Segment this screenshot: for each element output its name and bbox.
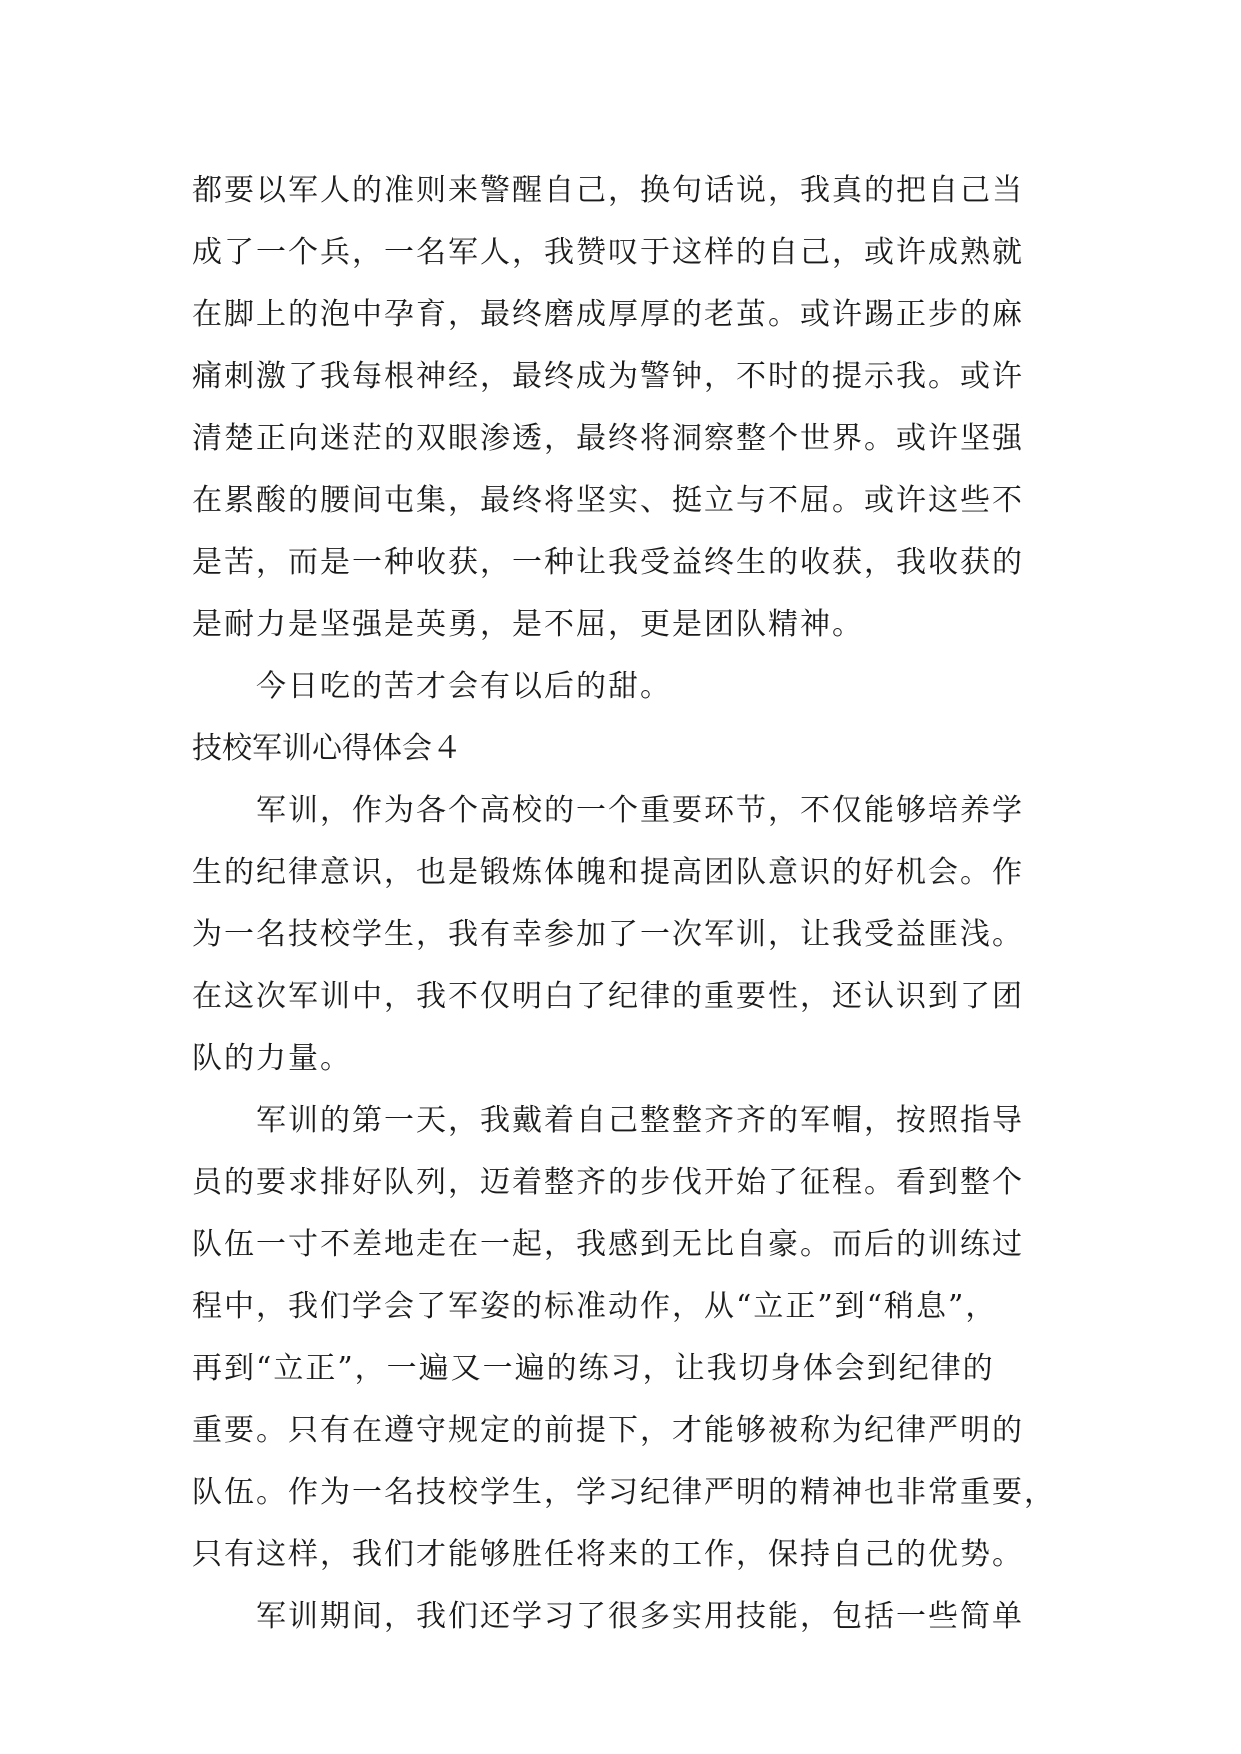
text-line: 军训期间，我们还学习了很多实用技能，包括一些简单 [256,1599,1024,1634]
text-line: 军训，作为各个高校的一个重要环节，不仅能够培养学 [256,793,1024,828]
text-line: 军训的第一天，我戴着自己整整齐齐的军帽，按照指导 [256,1103,1024,1138]
text-line: 清楚正向迷茫的双眼渗透，最终将洞察整个世界。或许坚强 [192,421,1024,456]
text-line: 队的力量。 [192,1041,352,1076]
text-line: 在脚上的泡中孕育，最终磨成厚厚的老茧。或许踢正步的麻 [192,297,1024,332]
document-body [192,160,1072,1648]
text-line: 都要以军人的准则来警醒自己，换句话说，我真的把自己当 [192,173,1024,208]
paragraph [192,1090,1072,1586]
paragraph [192,160,1072,656]
text-line: 痛刺激了我每根神经，最终成为警钟，不时的提示我。或许 [192,359,1024,394]
text-line: 为一名技校学生，我有幸参加了一次军训，让我受益匪浅。 [192,917,1024,952]
section-heading: 技校军训心得体会４ [192,731,462,766]
text-line: 在累酸的腰间屯集，最终将坚实、挺立与不屈。或许这些不 [192,483,1024,518]
text-line: 只有这样，我们才能够胜任将来的工作，保持自己的优势。 [192,1537,1024,1572]
text-line: 今日吃的苦才会有以后的甜。 [256,669,672,704]
text-line: 队伍。作为一名技校学生，学习纪律严明的精神也非常重要， [192,1475,1056,1510]
paragraph [192,1586,1072,1648]
section-title [192,718,1072,780]
text-line: 在这次军训中，我不仅明白了纪律的重要性，还认识到了团 [192,979,1024,1014]
text-line: 是苦，而是一种收获，一种让我受益终生的收获，我收获的 [192,545,1024,580]
text-line: 员的要求排好队列，迈着整齐的步伐开始了征程。看到整个 [192,1165,1024,1200]
paragraph [192,656,1072,718]
text-line: 重要。只有在遵守规定的前提下，才能够被称为纪律严明的 [192,1413,1024,1448]
paragraph [192,780,1072,1090]
text-line: 再到“立正”，一遍又一遍的练习，让我切身体会到纪律的 [192,1351,995,1386]
text-line: 队伍一寸不差地走在一起，我感到无比自豪。而后的训练过 [192,1227,1024,1262]
text-line: 程中，我们学会了军姿的标准动作，从“立正”到“稍息”， [192,1289,998,1324]
text-line: 是耐力是坚强是英勇，是不屈，更是团队精神。 [192,607,864,642]
text-line: 生的纪律意识，也是锻炼体魄和提高团队意识的好机会。作 [192,855,1024,890]
text-line: 成了一个兵，一名军人，我赞叹于这样的自己，或许成熟就 [192,235,1024,270]
